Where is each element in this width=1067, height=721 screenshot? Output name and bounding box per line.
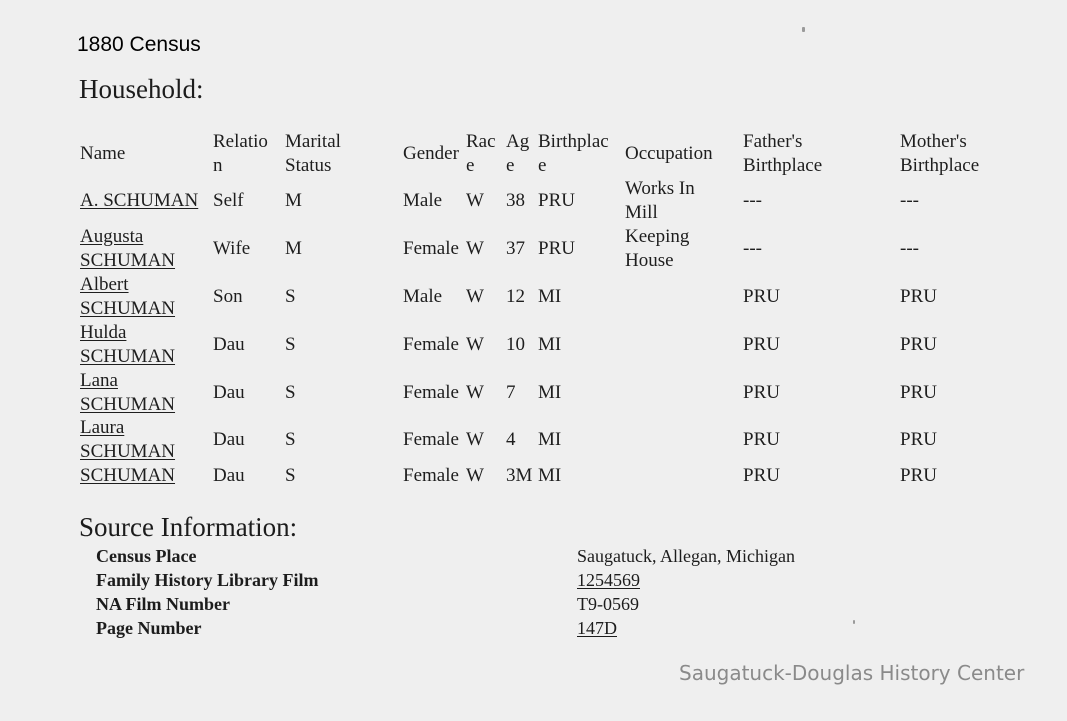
person-name-link[interactable]: SCHUMAN — [80, 465, 176, 486]
column-header-occupation: Occupation — [625, 143, 713, 164]
relation-cell: Dau — [213, 334, 245, 355]
race-cell: W — [466, 190, 484, 211]
race-cell: W — [466, 429, 484, 450]
column-header-birthplace: Birthplac — [538, 131, 609, 152]
column-header-mother-cont: Birthplace — [900, 155, 980, 176]
marital-status-cell: S — [285, 429, 296, 450]
gender-cell: Female — [403, 334, 459, 355]
person-name-link[interactable]: A. SCHUMAN — [80, 190, 199, 211]
page-title: 1880 Census — [77, 33, 201, 56]
column-header-mother: Mother's — [900, 131, 967, 152]
person-name-link[interactable]: SCHUMAN — [80, 250, 176, 271]
source-page-number-label: Page Number — [96, 618, 202, 638]
gender-cell: Male — [403, 190, 443, 211]
source-heading: Source Information: — [79, 512, 298, 542]
column-header-relation-cont: n — [213, 155, 223, 176]
age-cell: 4 — [506, 429, 516, 450]
paper-speck — [802, 27, 805, 32]
marital-status-cell: S — [285, 286, 296, 307]
household-heading: Household: — [79, 74, 204, 104]
birthplace-cell: MI — [538, 382, 562, 403]
column-header-age: Ag — [506, 131, 530, 152]
race-cell: W — [466, 238, 484, 259]
age-cell: 10 — [506, 334, 525, 355]
mother-birthplace-cell: PRU — [900, 465, 937, 486]
source-page-number-link[interactable]: 147D — [577, 618, 617, 638]
birthplace-cell: MI — [538, 429, 562, 450]
father-birthplace-cell: PRU — [743, 334, 780, 355]
birthplace-cell: MI — [538, 286, 562, 307]
age-cell: 12 — [506, 286, 525, 307]
race-cell: W — [466, 334, 484, 355]
column-header-father: Father's — [743, 131, 803, 152]
race-cell: W — [466, 286, 484, 307]
column-header-marital: Marital — [285, 131, 341, 152]
birthplace-cell: MI — [538, 334, 562, 355]
occupation-cell: Keeping — [625, 226, 690, 247]
marital-status-cell: M — [285, 190, 302, 211]
father-birthplace-cell: PRU — [743, 429, 780, 450]
column-header-gender: Gender — [403, 143, 459, 164]
mother-birthplace-cell: --- — [900, 238, 919, 259]
gender-cell: Female — [403, 382, 459, 403]
occupation-cell: Works In — [625, 178, 695, 199]
source-census-place-value: Saugatuck, Allegan, Michigan — [577, 546, 795, 566]
mother-birthplace-cell: --- — [900, 190, 919, 211]
person-name-link[interactable]: SCHUMAN — [80, 346, 176, 367]
column-header-race-cont: e — [466, 155, 475, 176]
marital-status-cell: M — [285, 238, 302, 259]
mother-birthplace-cell: PRU — [900, 382, 937, 403]
column-header-race: Rac — [466, 131, 496, 152]
paper-speck — [853, 620, 855, 624]
father-birthplace-cell: PRU — [743, 382, 780, 403]
column-header-father-cont: Birthplace — [743, 155, 823, 176]
source-na-film-value: T9-0569 — [577, 594, 639, 614]
column-header-marital-cont: Status — [285, 155, 332, 176]
birthplace-cell: PRU — [538, 190, 575, 211]
gender-cell: Female — [403, 238, 459, 259]
column-header-relation: Relatio — [213, 131, 268, 152]
column-header-age-cont: e — [506, 155, 515, 176]
person-name-link[interactable]: SCHUMAN — [80, 394, 176, 415]
relation-cell: Wife — [213, 238, 251, 259]
person-name-link[interactable]: Laura — [80, 417, 125, 438]
mother-birthplace-cell: PRU — [900, 286, 937, 307]
marital-status-cell: S — [285, 382, 296, 403]
person-name-link[interactable]: SCHUMAN — [80, 298, 176, 319]
age-cell: 3M — [506, 465, 533, 486]
father-birthplace-cell: PRU — [743, 465, 780, 486]
relation-cell: Self — [213, 190, 244, 211]
person-name-link[interactable]: Albert — [80, 274, 129, 295]
birthplace-cell: PRU — [538, 238, 575, 259]
person-name-link[interactable]: Lana — [80, 370, 118, 391]
person-name-link[interactable]: Augusta — [80, 226, 144, 247]
watermark: Saugatuck-Douglas History Center — [679, 661, 1025, 685]
father-birthplace-cell: --- — [743, 238, 762, 259]
source-na-film-label: NA Film Number — [96, 594, 230, 614]
race-cell: W — [466, 382, 484, 403]
column-header-name: Name — [80, 143, 126, 164]
person-name-link[interactable]: Hulda — [80, 322, 127, 343]
gender-cell: Female — [403, 465, 459, 486]
gender-cell: Male — [403, 286, 443, 307]
relation-cell: Dau — [213, 465, 245, 486]
age-cell: 7 — [506, 382, 516, 403]
mother-birthplace-cell: PRU — [900, 429, 937, 450]
age-cell: 38 — [506, 190, 525, 211]
marital-status-cell: S — [285, 465, 296, 486]
mother-birthplace-cell: PRU — [900, 334, 937, 355]
age-cell: 37 — [506, 238, 525, 259]
gender-cell: Female — [403, 429, 459, 450]
source-film-label: Family History Library Film — [96, 570, 319, 590]
source-census-place-label: Census Place — [96, 546, 197, 566]
relation-cell: Son — [213, 286, 243, 307]
race-cell: W — [466, 465, 484, 486]
relation-cell: Dau — [213, 429, 245, 450]
source-film-link[interactable]: 1254569 — [577, 570, 640, 590]
father-birthplace-cell: PRU — [743, 286, 780, 307]
occupation-cell-cont: Mill — [625, 202, 658, 223]
person-name-link[interactable]: SCHUMAN — [80, 441, 176, 462]
birthplace-cell: MI — [538, 465, 562, 486]
marital-status-cell: S — [285, 334, 296, 355]
father-birthplace-cell: --- — [743, 190, 762, 211]
relation-cell: Dau — [213, 382, 245, 403]
column-header-birthplace-cont: e — [538, 155, 547, 176]
occupation-cell-cont: House — [625, 250, 674, 271]
